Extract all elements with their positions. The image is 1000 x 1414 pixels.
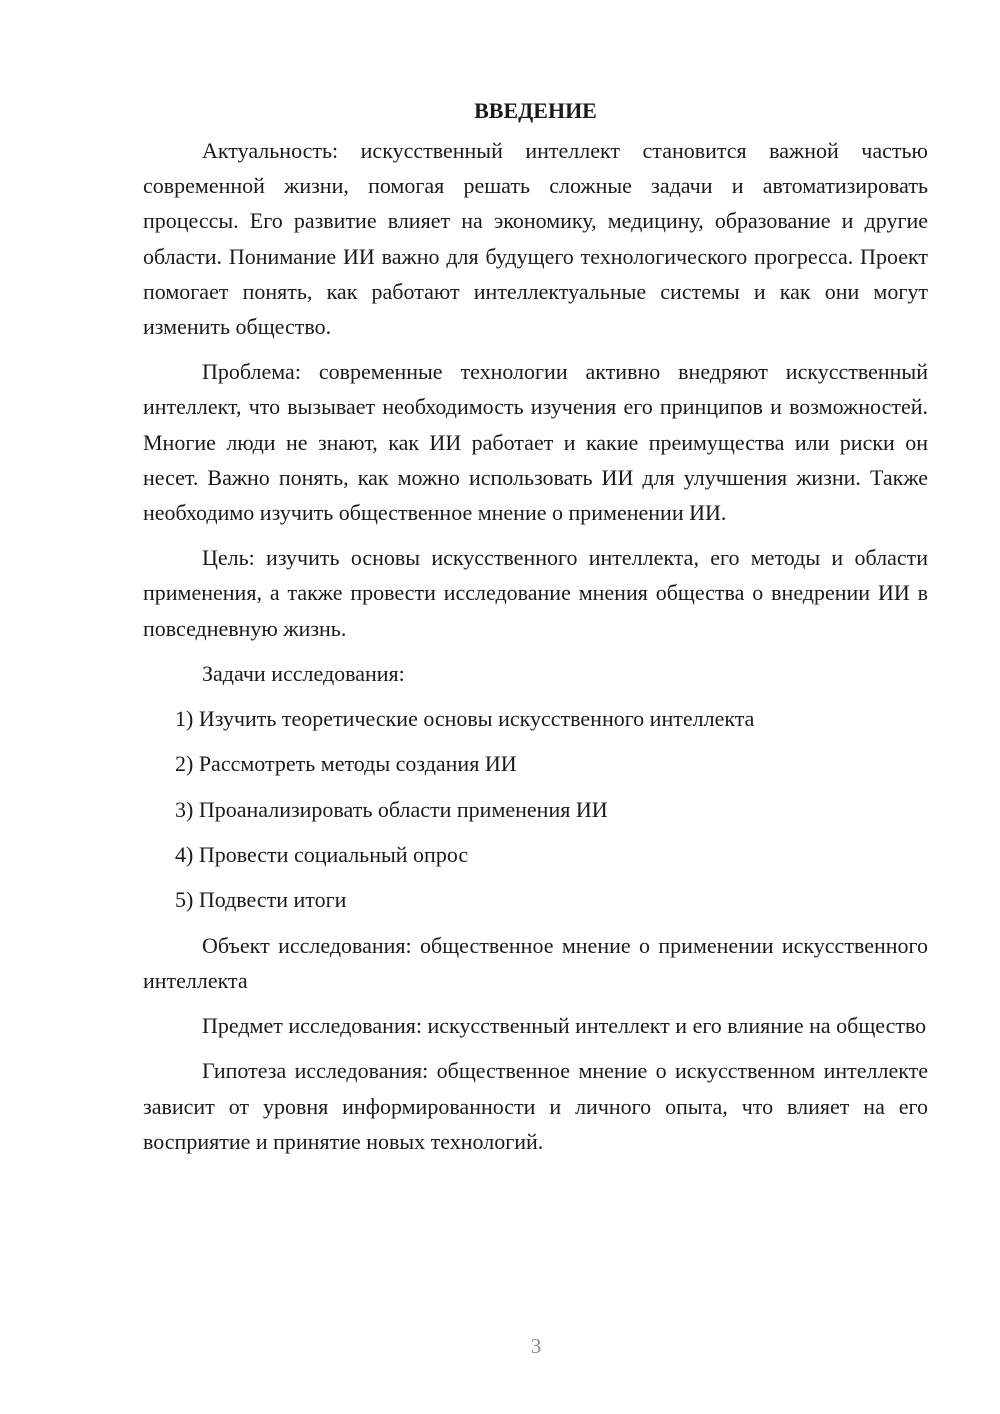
tasks-heading: Задачи исследования: [202,660,405,686]
page-title: ВВЕДЕНИЕ [474,98,597,123]
paragraph-goal: Цель: изучить основы искусственного интеллекта, его методы и области применения, а также провести исследование мнения общества о внедрении ИИ в повседневную жизнь. [143,545,928,641]
document-page [143,93,928,1169]
paragraph-hypothesis: Гипотеза исследования: общественное мнение о искусственном интеллекте зависит от уровня информированности и личного опыта, что влияет на его восприятие и принятие новых технологий. [143,1058,928,1154]
task-list [143,701,928,918]
list-item: 3) Проанализировать области применения ИИ [175,796,608,822]
paragraph-relevance: Актуальность: искусственный интеллект становится важной частью современной жизни, помогая решать сложные задачи и автоматизировать процессы. Его развитие влияет на экономику, медицину, образование и другие области. Понимание ИИ важно для будущего технологического прогресса. Проект помогает понять, как работают интеллектуальные системы и как они могут изменить общество. [143,138,928,340]
paragraph-object: Объект исследования: общественное мнение о применении искусственного интеллекта [143,932,928,993]
paragraph-problem: Проблема: современные технологии активно внедряют искусственный интеллект, что вызывает необходимость изучения его принципов и возможностей. Многие люди не знают, как ИИ работает и какие преимущества или риски он несет. Важно понять, как можно использовать ИИ для улучшения жизни. Также необходимо изучить общественное мнение о применении ИИ. [143,359,928,526]
list-item: 1) Изучить теоретические основы искусственного интеллекта [175,705,755,731]
page-number: 3 [530,1334,542,1358]
list-item: 4) Провести социальный опрос [175,842,469,868]
list-item: 2) Рассмотреть методы создания ИИ [175,751,517,777]
paragraph-subject: Предмет исследования: искусственный интеллект и его влияние на общество [202,1013,927,1039]
list-item: 5) Подвести итоги [175,887,347,913]
